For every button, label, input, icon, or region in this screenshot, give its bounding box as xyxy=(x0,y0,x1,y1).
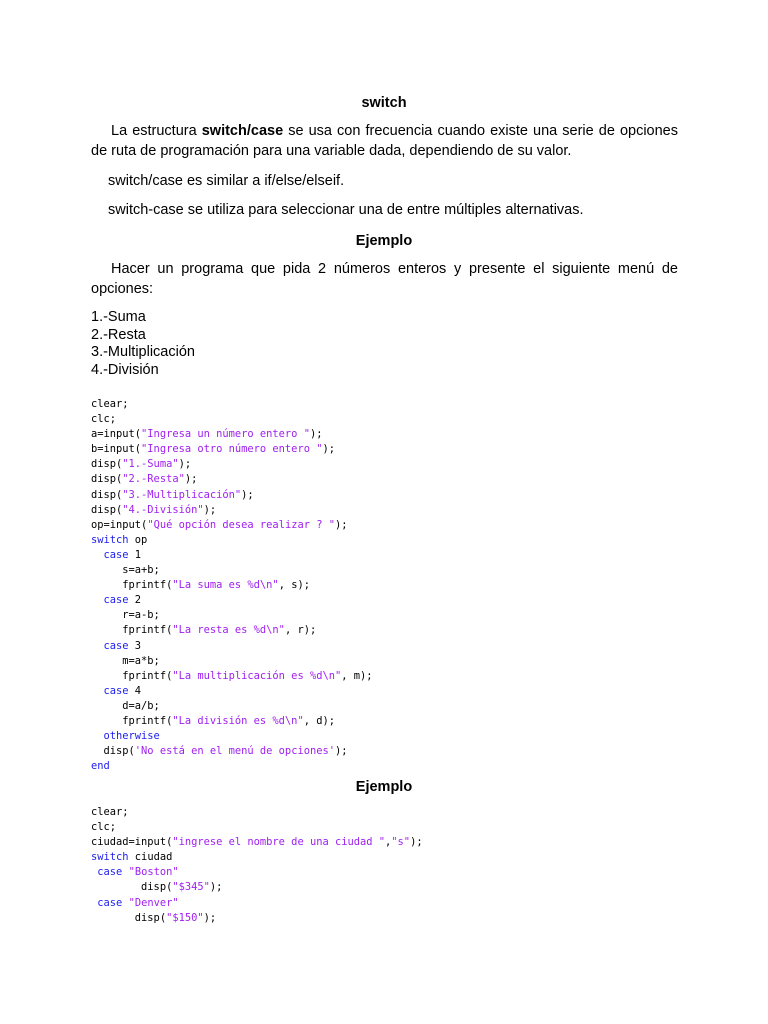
code-string: "ingrese el nombre de una ciudad " xyxy=(172,836,386,849)
code-line xyxy=(91,472,373,487)
code-string: "$345" xyxy=(172,881,210,894)
code-line xyxy=(91,578,373,593)
usage-line: switch-case se utiliza para seleccionar una de entre múltiples alternativas. xyxy=(108,202,584,218)
code-keyword: case xyxy=(97,866,123,879)
example1-heading: Ejemplo xyxy=(355,233,413,249)
code-text: clear; xyxy=(91,398,129,410)
code-string: "Qué opción desea realizar ? " xyxy=(147,518,335,531)
code-text xyxy=(91,549,104,561)
code-line xyxy=(91,623,373,638)
intro-text-post: se usa con frecuencia cuando existe una serie de opciones de ruta de programación para una variable dada, dependiendo de su valor. xyxy=(91,123,678,159)
code-keyword: case xyxy=(97,896,123,909)
menu-option: 3.-Multiplicación xyxy=(91,344,195,360)
code-string: "La suma es %d\n" xyxy=(172,579,279,592)
code-string: 'No está en el menú de opciones' xyxy=(134,745,335,758)
code-text: ); xyxy=(178,458,192,471)
code-string: "1.-Suma" xyxy=(122,458,179,471)
menu-option: 4.-División xyxy=(91,361,159,378)
code-text: ciudad xyxy=(128,851,173,864)
code-line xyxy=(91,442,373,457)
intro-text-pre: La estructura xyxy=(111,123,202,139)
code-string: "$150" xyxy=(166,911,204,924)
code-line xyxy=(91,488,373,503)
example2-heading: Ejemplo xyxy=(355,779,413,795)
code-text: clear; xyxy=(91,806,129,818)
code-line xyxy=(91,593,373,608)
code-text: b=input( xyxy=(91,443,142,456)
code-line xyxy=(91,729,373,744)
code-string: "La división es %d\n" xyxy=(172,714,304,727)
code-line xyxy=(91,744,373,759)
code-text: ); xyxy=(309,428,323,441)
code-keyword: switch xyxy=(91,851,129,864)
code-string: "3.-Multiplicación" xyxy=(122,488,242,501)
code-text: , xyxy=(385,836,392,849)
code-text: ); xyxy=(241,488,254,501)
code-text: a=input( xyxy=(91,428,142,441)
code-text: 3 xyxy=(128,639,142,652)
code-text: fprintf( xyxy=(91,669,173,682)
code-keyword: case xyxy=(103,548,129,561)
code-block-example2 xyxy=(91,805,423,926)
intro-text-bold: switch/case xyxy=(201,123,284,139)
code-line xyxy=(91,714,373,729)
code-keyword: otherwise xyxy=(103,730,160,743)
code-keyword: end xyxy=(91,760,110,773)
code-text: disp( xyxy=(91,473,123,486)
example1-description: Hacer un programa que pida 2 números enteros y presente el siguiente menú de opciones: xyxy=(91,261,678,297)
code-string: "Denver" xyxy=(128,896,179,909)
code-block-example1 xyxy=(91,397,373,774)
code-line xyxy=(91,699,373,714)
code-text xyxy=(91,730,104,742)
code-text: ); xyxy=(334,518,348,531)
code-text: ); xyxy=(209,881,223,894)
code-string: "Ingresa otro número entero " xyxy=(141,443,323,456)
code-line xyxy=(91,503,373,518)
code-text: fprintf( xyxy=(91,624,173,637)
code-text xyxy=(91,640,104,652)
code-text: d=a/b; xyxy=(91,699,160,712)
code-line xyxy=(91,669,373,684)
code-text: s=a+b; xyxy=(91,564,160,577)
code-keyword: case xyxy=(103,594,129,607)
code-line xyxy=(91,865,423,880)
code-line xyxy=(91,397,373,412)
code-text: , d); xyxy=(303,714,335,727)
code-string: "Boston" xyxy=(128,866,179,879)
code-text: ); xyxy=(410,836,423,849)
code-line xyxy=(91,759,373,774)
menu-option: 2.-Resta xyxy=(91,326,146,343)
code-text: 4 xyxy=(128,684,142,697)
code-keyword: case xyxy=(103,639,129,652)
code-string: "La multiplicación es %d\n" xyxy=(172,669,342,682)
code-line xyxy=(91,639,373,654)
code-text: disp( xyxy=(91,745,135,758)
code-text: 2 xyxy=(128,594,142,607)
code-text: clc; xyxy=(91,413,117,426)
code-line xyxy=(91,563,373,578)
code-string: "2.-Resta" xyxy=(122,473,185,486)
code-text: disp( xyxy=(91,458,123,471)
code-text: ); xyxy=(334,745,348,758)
code-line xyxy=(91,654,373,669)
code-keyword: switch xyxy=(91,533,129,546)
code-text: op=input( xyxy=(91,518,148,531)
code-text xyxy=(91,594,104,606)
code-line xyxy=(91,911,423,926)
code-line xyxy=(91,820,423,835)
code-string: "Ingresa un número entero " xyxy=(141,428,310,441)
code-keyword: case xyxy=(103,684,129,697)
code-line xyxy=(91,896,423,911)
code-text: 1 xyxy=(128,548,142,561)
code-line xyxy=(91,684,373,699)
code-string: "4.-División" xyxy=(122,503,204,516)
code-text: ciudad=input( xyxy=(91,836,173,849)
code-line xyxy=(91,835,423,850)
page-title: switch xyxy=(361,95,407,111)
intro-paragraph xyxy=(91,122,678,161)
code-text: r=a-b; xyxy=(91,609,160,622)
code-line xyxy=(91,880,423,895)
code-text: , m); xyxy=(341,669,373,682)
similar-line: switch/case es similar a if/else/elseif. xyxy=(108,173,345,189)
code-string: "s" xyxy=(391,836,411,849)
code-text: clc; xyxy=(91,821,117,834)
code-line xyxy=(91,533,373,548)
code-text: fprintf( xyxy=(91,714,173,727)
code-line xyxy=(91,518,373,533)
code-text: disp( xyxy=(91,911,167,924)
code-text: ); xyxy=(203,503,217,516)
code-line xyxy=(91,457,373,472)
code-text: disp( xyxy=(91,881,173,894)
code-line xyxy=(91,608,373,623)
code-text: ); xyxy=(322,443,335,456)
code-text: disp( xyxy=(91,488,123,501)
code-line xyxy=(91,850,423,865)
code-text: m=a*b; xyxy=(91,654,160,667)
code-text: op xyxy=(128,533,148,546)
code-text: , s); xyxy=(278,579,310,592)
code-text: ); xyxy=(203,911,217,924)
code-line xyxy=(91,805,423,820)
menu-options-list xyxy=(91,309,195,379)
code-text: fprintf( xyxy=(91,579,173,592)
code-text xyxy=(91,685,104,697)
code-text: ); xyxy=(184,473,198,486)
code-line xyxy=(91,427,373,442)
code-line xyxy=(91,548,373,563)
code-text: disp( xyxy=(91,503,123,516)
code-string: "La resta es %d\n" xyxy=(172,624,285,637)
code-line xyxy=(91,412,373,427)
code-text: , r); xyxy=(284,624,317,637)
menu-option: 1.-Suma xyxy=(91,309,146,325)
